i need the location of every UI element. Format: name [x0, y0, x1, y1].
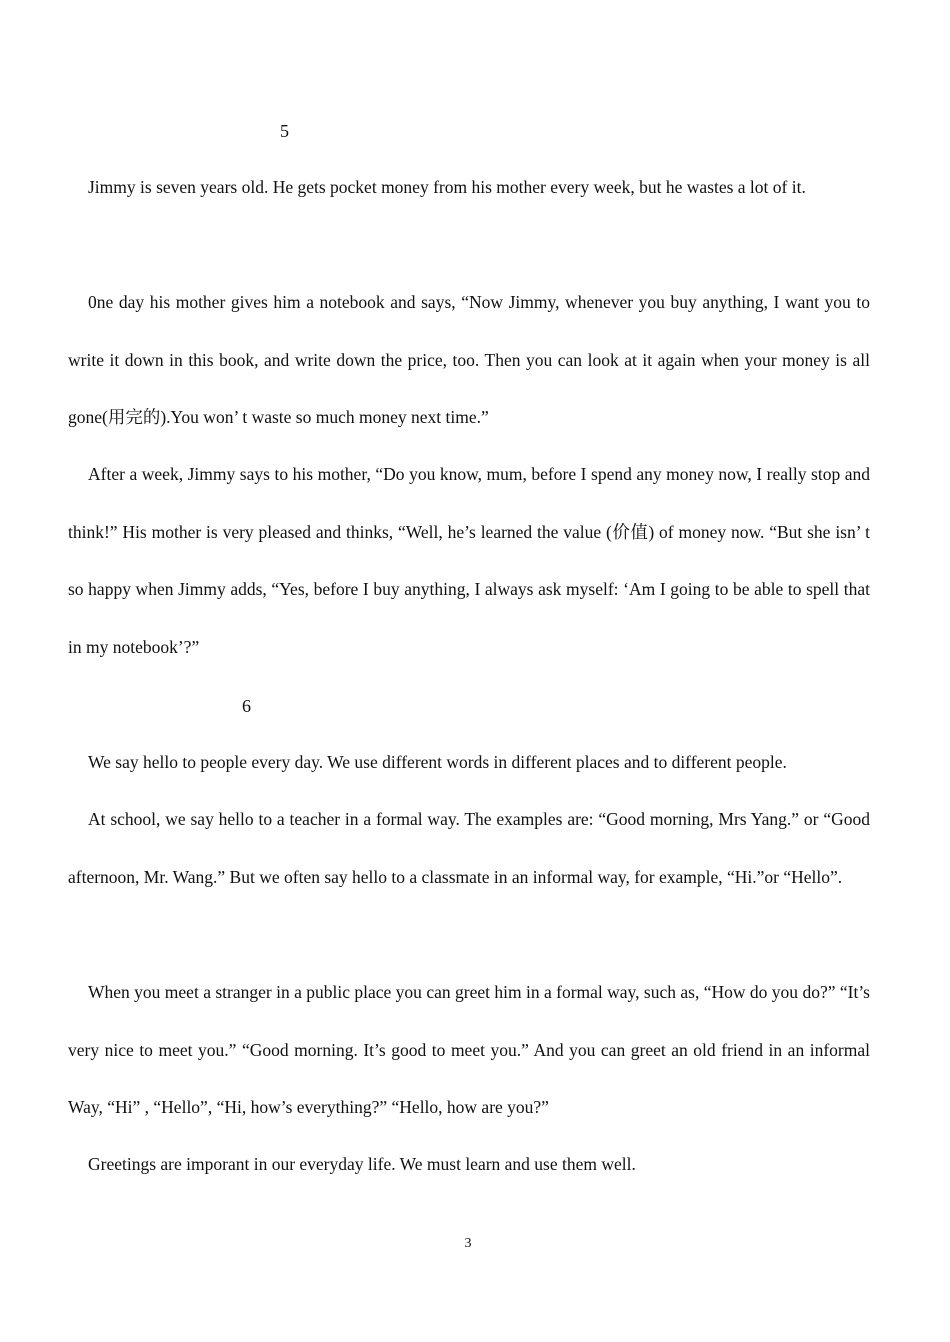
passage-5-paragraph-2: 0ne day his mother gives him a notebook and says, “Now Jimmy, whenever you buy anything, I want you to write it down in this book, and write down the price, too. Then you can look at it again when your money is all gone(用完的).You won’ t waste so much money next time.”	[68, 292, 870, 427]
section-number-6: 6	[242, 696, 251, 716]
passage-6-paragraph-3: When you meet a stranger in a public place you can greet him in a formal way, such as, “How do you do?” “It’s very nice to meet you.” “Good morning. It’s good to meet you.” And you can greet an old friend in an informal Way, “Hi” , “Hello”, “Hi, how’s everything?” “Hello, how are you?”	[68, 982, 870, 1117]
page-number: 3	[464, 1236, 472, 1251]
passage-6-paragraph-4: Greetings are imporant in our everyday life. We must learn and use them well.	[88, 1154, 636, 1174]
passage-5-paragraph-3: After a week, Jimmy says to his mother, “Do you know, mum, before I spend any money now, I really stop and think!” His mother is very pleased and thinks, “Well, he’s learned the value (价值) of money now. “But she isn’ t so happy when Jimmy adds, “Yes, before I buy anything, I always ask myself: ‘Am I going to be able to spell that in my notebook’?”	[68, 464, 870, 657]
passage-6-paragraph-2: At school, we say hello to a teacher in a formal way. The examples are: “Good morning, Mrs Yang.” or “Good afternoon, Mr. Wang.” But we often say hello to a classmate in an informal way, for example, “Hi.”or “Hello”.	[68, 809, 870, 887]
passage-6-paragraph-1: We say hello to people every day. We use different words in different places and to different people.	[88, 752, 787, 772]
section-number-5: 5	[280, 121, 289, 141]
passage-5-paragraph-1: Jimmy is seven years old. He gets pocket money from his mother every week, but he wastes a lot of it.	[88, 177, 806, 197]
